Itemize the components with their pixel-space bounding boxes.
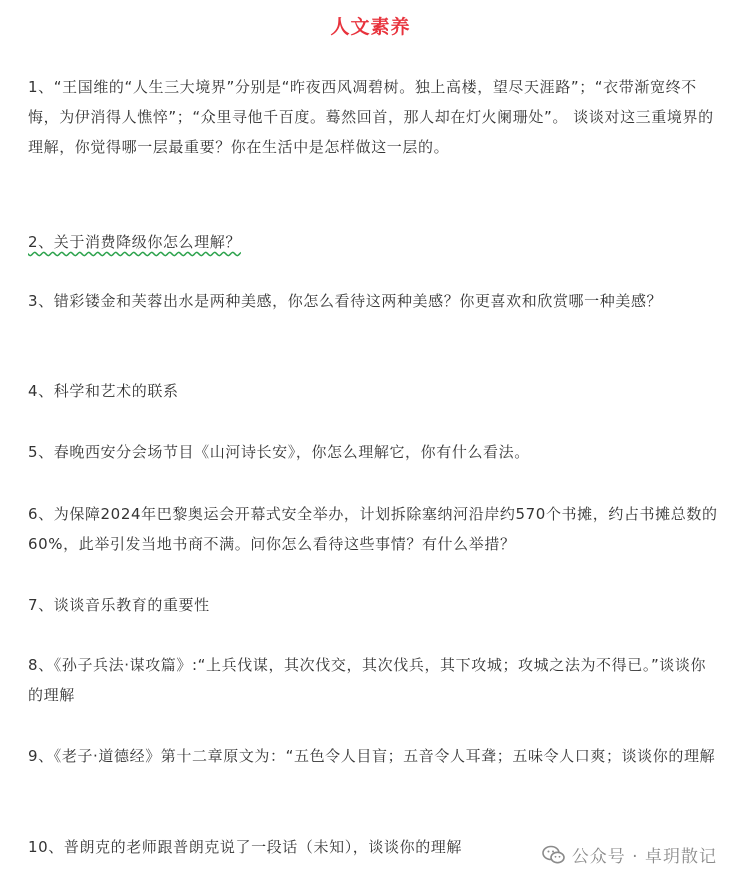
question-2-text: 2、关于消费降级你怎么理解？: [28, 233, 241, 251]
question-2: [28, 227, 718, 257]
question-10: 10、普朗克的老师跟普朗克说了一段话（未知），谈谈你的理解: [28, 838, 462, 856]
question-6: 6、为保障2024年巴黎奥运会开幕式安全举办，计划拆除塞纳河沿岸约570个书摊，约占书摊总数的60%，此举引发当地书商不满。问你怎么看待这些事情？有什么举措？: [28, 505, 718, 553]
question-8: 8、《孙子兵法·谋攻篇》:“上兵伐谋，其次伐交，其次伐兵，其下攻城；攻城之法为不得已。”谈谈你的理解: [28, 656, 707, 704]
question-1: 1、“王国维的“人生三大境界”分别是“昨夜西风凋碧树。独上高楼，望尽天涯路”；“衣带渐宽终不悔，为伊消得人憔悴”；“众里寻他千百度。蓦然回首，那人却在灯火阑珊处”。 谈谈对这三重境界的理解，你觉得哪一层最重要？你在生活中是怎样做这一层的。: [28, 78, 714, 156]
wechat-icon: [542, 844, 566, 866]
question-5: 5、春晚西安分会场节目《山河诗长安》，你怎么理解它，你有什么看法。: [28, 443, 530, 461]
question-3: 3、错彩镂金和芙蓉出水是两种美感，你怎么看待这两种美感？你更喜欢和欣赏哪一种美感？: [28, 292, 663, 310]
watermark: [542, 842, 717, 867]
question-9: 9、《老子·道德经》第十二章原文为：“五色令人目盲；五音令人耳聋；五味令人口爽；谈谈你的理解: [28, 747, 716, 765]
question-4: 4、科学和艺术的联系: [28, 382, 179, 400]
question-7: 7、谈谈音乐教育的重要性: [28, 596, 210, 614]
watermark-text: 公众号 · 卓玥散记: [571, 847, 717, 867]
page-title: 人文素养: [330, 16, 411, 38]
